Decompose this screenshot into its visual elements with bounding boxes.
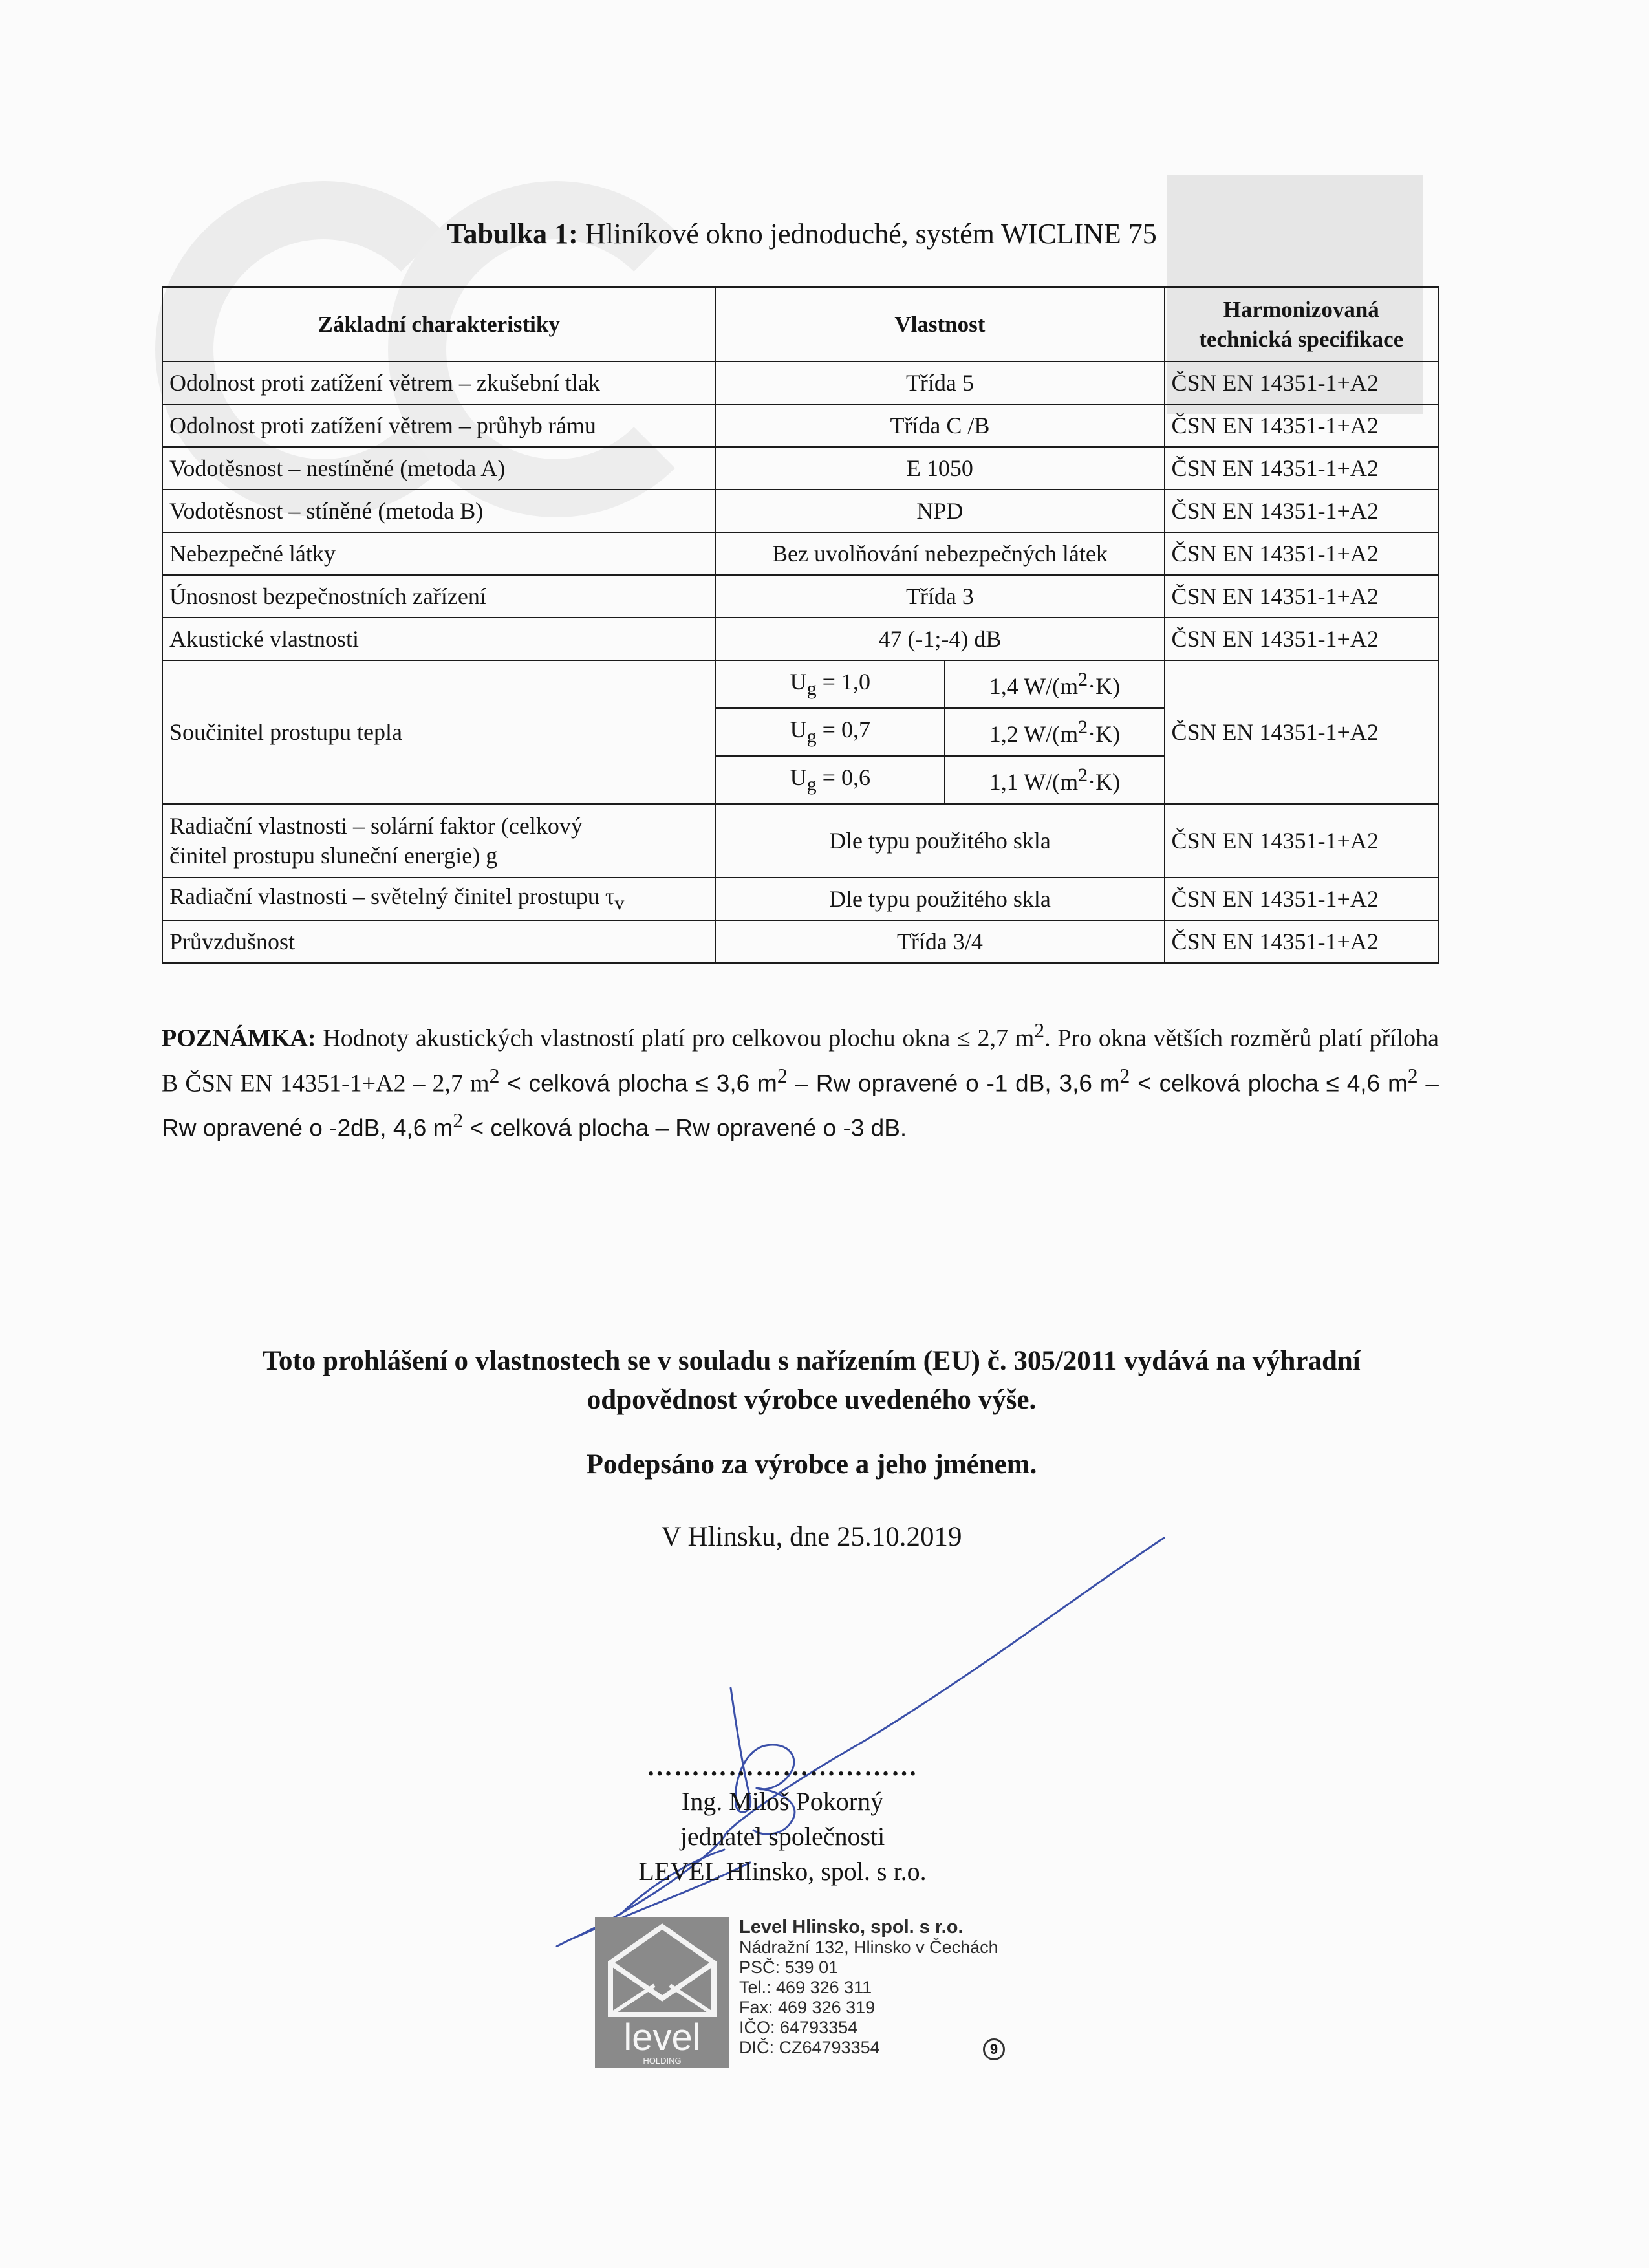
row-specification: ČSN EN 14351-1+A2: [1165, 362, 1438, 404]
header-property: Vlastnost: [715, 287, 1164, 362]
table-row: [162, 532, 1438, 575]
signatory-role: jednatel společnosti: [680, 1822, 885, 1851]
table-row: [162, 804, 1438, 878]
note-text: – Rw opravené o -2dB, 4,6 m: [162, 1070, 1439, 1141]
header-characteristics: Základní charakteristiky: [162, 287, 715, 362]
note-sup: 2: [1119, 1064, 1130, 1087]
signatory-block: [550, 1749, 1015, 1889]
table-row: [162, 447, 1438, 490]
uw-value: 1,4: [989, 673, 1018, 699]
unit: ·K): [1088, 769, 1121, 795]
uw-value: 1,2: [989, 721, 1018, 747]
place-and-date: V Hlinsku, dne 25.10.2019: [661, 1522, 962, 1552]
table-row: [162, 362, 1438, 404]
ug-subscript: g: [806, 726, 817, 748]
ug-value: = 0,6: [822, 764, 870, 791]
note-text: < celková plocha ≤ 4,6 m: [1130, 1070, 1408, 1097]
signatory-company: LEVEL Hlinsko, spol. s r.o.: [638, 1857, 927, 1886]
stamp-company-name: Level Hlinsko, spol. s r.o.: [739, 1917, 964, 1938]
row-property: Dle typu použitého skla: [715, 878, 1164, 920]
row-property: Třída 5: [715, 362, 1164, 404]
note-label: POZNÁMKA:: [162, 1024, 316, 1052]
row-property: NPD: [715, 490, 1164, 532]
ug-value-cell: [715, 756, 945, 804]
table-row: [162, 878, 1438, 920]
unit: W/(m: [1024, 721, 1079, 747]
table-row: [162, 618, 1438, 660]
uw-value: 1,1: [989, 769, 1018, 795]
row-characteristic: Odolnost proti zatížení větrem – zkušební tlak: [162, 362, 715, 404]
stamp-street: Nádražní 132, Hlinsko v Čechách: [739, 1938, 998, 1957]
stamp-phone: Tel.: 469 326 311: [739, 1978, 872, 1997]
header-specification-line2: technická specifikace: [1199, 326, 1404, 352]
row-characteristic: Akustické vlastnosti: [162, 618, 715, 660]
ug-value-cell: [715, 660, 945, 708]
declaration-line2: odpovědnost výrobce uvedeného výše.: [587, 1385, 1037, 1415]
row-specification-thermal: ČSN EN 14351-1+A2: [1165, 660, 1438, 804]
row-characteristic: [162, 878, 715, 920]
signed-on-behalf: Podepsáno za výrobce a jeho jménem.: [586, 1449, 1037, 1480]
signature-line: …………………………: [647, 1752, 918, 1781]
unit: W/(m: [1024, 769, 1079, 795]
row-property: Třída C /B: [715, 404, 1164, 447]
ug-subscript: g: [806, 678, 817, 700]
row-characteristic: Průvzdušnost: [162, 920, 715, 963]
table-row: [162, 575, 1438, 618]
note-text: < celková plocha – Rw opravené o -3 dB.: [463, 1114, 907, 1141]
note-sup: 2: [1407, 1064, 1418, 1087]
row-property: Třída 3/4: [715, 920, 1164, 963]
declaration-text: [162, 1342, 1461, 1420]
stamp-dic: DIČ: CZ64793354: [739, 2038, 880, 2057]
ug-symbol: U: [790, 669, 807, 695]
note-sup: 2: [1034, 1019, 1045, 1042]
table-row: [162, 490, 1438, 532]
level-logo: [595, 1917, 729, 2068]
row-property: Dle typu použitého skla: [715, 804, 1164, 878]
row-specification: ČSN EN 14351-1+A2: [1165, 920, 1438, 963]
row-characteristic-thermal: Součinitel prostupu tepla: [162, 660, 715, 804]
note-text: Hodnoty akustických vlastností platí pro celkovou plochu okna ≤ 2,7 m: [316, 1024, 1035, 1052]
row-property: Třída 3: [715, 575, 1164, 618]
ug-value-cell: [715, 708, 945, 756]
ug-value: = 1,0: [822, 669, 870, 695]
table-row: [162, 920, 1438, 963]
house-envelope-icon: [595, 1917, 729, 2068]
note-text: – Rw opravené o -1 dB, 3,6 m: [787, 1070, 1120, 1097]
unit-sup: 2: [1078, 764, 1088, 786]
row-specification: ČSN EN 14351-1+A2: [1165, 404, 1438, 447]
row-characteristic: [162, 804, 715, 878]
unit-sup: 2: [1078, 717, 1088, 738]
uw-value-cell: [945, 660, 1164, 708]
row-characteristic-line2: činitel prostupu sluneční energie) g: [169, 843, 498, 869]
ug-symbol: U: [790, 717, 807, 743]
note-paragraph: [162, 1012, 1439, 1147]
note-sup: 2: [453, 1109, 464, 1132]
logo-subtext: HOLDING: [643, 2056, 682, 2066]
ug-subscript: g: [806, 773, 817, 795]
tau-subscript: v: [614, 892, 625, 914]
table-row: [162, 404, 1438, 447]
table-header-row: [162, 287, 1438, 362]
declaration-line1: Toto prohlášení o vlastnostech se v souladu s nařízením (EU) č. 305/2011 vydává na výhradní: [263, 1346, 1361, 1376]
ug-symbol: U: [790, 764, 807, 791]
note-text: . Pro okna větších rozměrů platí příloha B ČSN EN 14351-1+A2 – 2,7 m: [162, 1024, 1439, 1097]
stamp-number: 9: [983, 2038, 1005, 2060]
note-sup: 2: [489, 1064, 500, 1087]
company-stamp: [595, 1917, 1027, 2068]
row-property: 47 (-1;-4) dB: [715, 618, 1164, 660]
row-specification: ČSN EN 14351-1+A2: [1165, 618, 1438, 660]
row-characteristic: Odolnost proti zatížení větrem – průhyb rámu: [162, 404, 715, 447]
logo-wordmark: level: [623, 2016, 701, 2058]
header-specification: [1165, 287, 1438, 362]
stamp-address: [739, 1917, 998, 2058]
note-text: < celková plocha ≤ 3,6 m: [499, 1070, 777, 1097]
row-specification: ČSN EN 14351-1+A2: [1165, 532, 1438, 575]
unit: ·K): [1088, 721, 1121, 747]
row-specification: ČSN EN 14351-1+A2: [1165, 878, 1438, 920]
table-caption-text: Hliníkové okno jednoduché, systém WICLINE 75: [585, 218, 1157, 250]
row-characteristic: Nebezpečné látky: [162, 532, 715, 575]
row-characteristic: Vodotěsnost – stíněné (metoda B): [162, 490, 715, 532]
table-row-thermal: [162, 660, 1438, 708]
unit: W/(m: [1024, 673, 1079, 699]
table-caption-label: Tabulka 1:: [447, 218, 578, 250]
header-specification-line1: Harmonizovaná: [1223, 296, 1379, 322]
row-property: Bez uvolňování nebezpečných látek: [715, 532, 1164, 575]
stamp-fax: Fax: 469 326 319: [739, 1998, 876, 2017]
row-characteristic: Únosnost bezpečnostních zařízení: [162, 575, 715, 618]
stamp-postcode: PSČ: 539 01: [739, 1958, 839, 1977]
row-specification: ČSN EN 14351-1+A2: [1165, 575, 1438, 618]
stamp-ico: IČO: 64793354: [739, 2018, 858, 2037]
specification-table: [162, 286, 1439, 964]
ug-value: = 0,7: [822, 717, 870, 743]
row-specification: ČSN EN 14351-1+A2: [1165, 490, 1438, 532]
table-caption: [0, 217, 1604, 250]
signatory-name: Ing. Miloš Pokorný: [681, 1787, 884, 1816]
note-sup: 2: [777, 1064, 788, 1087]
row-property: E 1050: [715, 447, 1164, 490]
row-characteristic: Vodotěsnost – nestíněné (metoda A): [162, 447, 715, 490]
unit: ·K): [1088, 673, 1121, 699]
uw-value-cell: [945, 708, 1164, 756]
unit-sup: 2: [1078, 669, 1088, 690]
row-characteristic-text: Radiační vlastnosti – světelný činitel prostupu τ: [169, 883, 615, 910]
row-specification: ČSN EN 14351-1+A2: [1165, 804, 1438, 878]
row-specification: ČSN EN 14351-1+A2: [1165, 447, 1438, 490]
uw-value-cell: [945, 756, 1164, 804]
row-characteristic-line1: Radiační vlastnosti – solární faktor (celkový: [169, 813, 583, 839]
